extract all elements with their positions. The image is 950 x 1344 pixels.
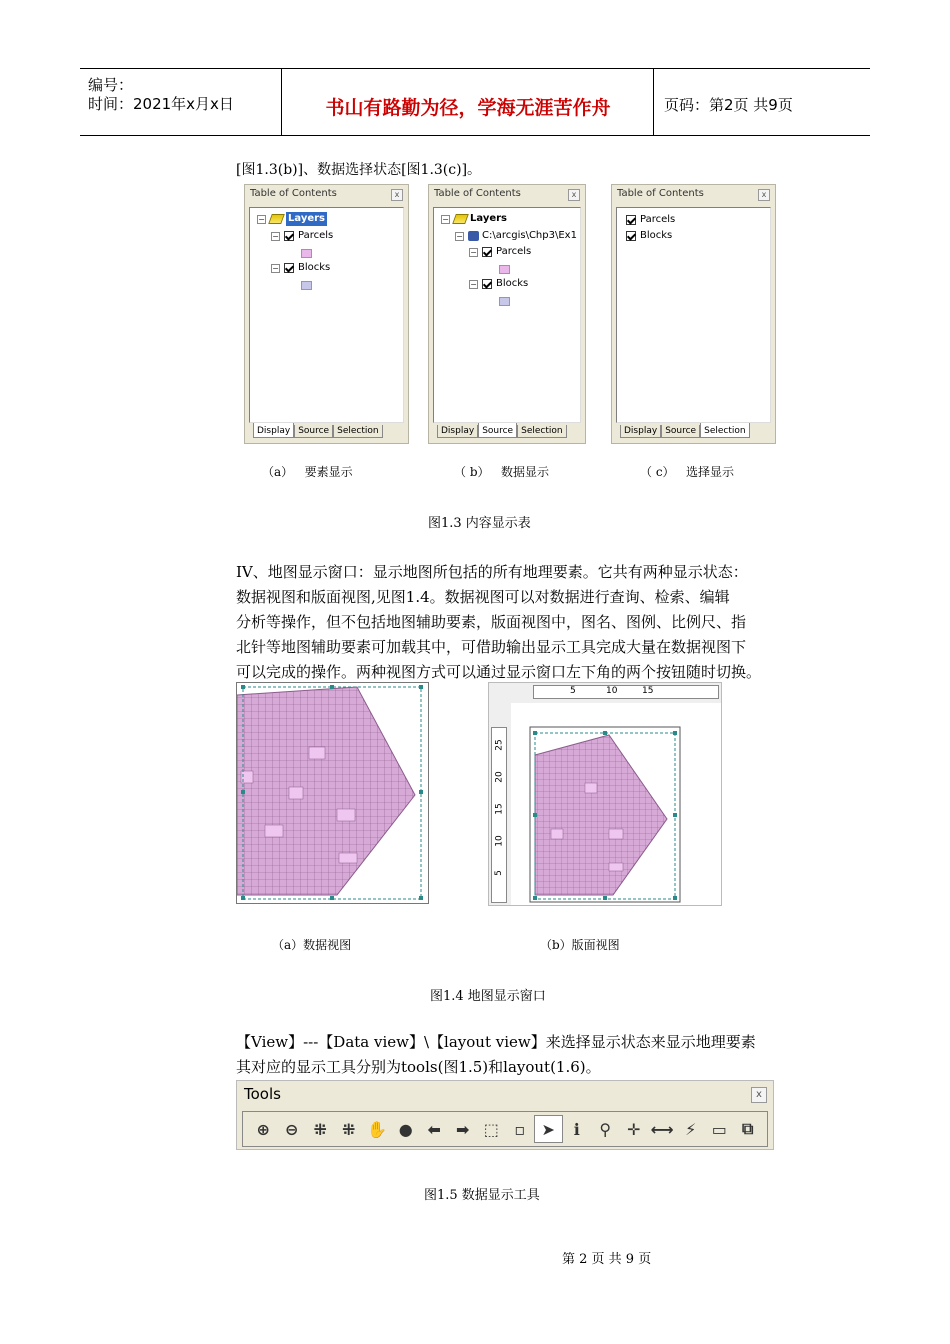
collapse-icon[interactable]: − (272, 231, 279, 241)
layout-view-map-graphic (489, 683, 722, 906)
tab-selection[interactable]: Selection (333, 425, 382, 438)
tab-selection[interactable]: Selection (700, 423, 749, 438)
clear-selection-icon[interactable]: ▫ (514, 1119, 526, 1139)
paragraph-iv-line-2: 数据视图和版面视图,见图1.4。数据视图可以对数据进行查询、检索、编辑 (236, 588, 730, 606)
header-info-cell (80, 69, 282, 135)
database-icon (468, 231, 479, 241)
paragraph-iv-line-5: 可以完成的操作。两种视图方式可以通过显示窗口左下角的两个按钮随时切换。 (236, 663, 762, 681)
layers-icon (452, 214, 469, 224)
parcel-swatch (499, 265, 510, 274)
collapse-icon[interactable]: − (258, 214, 265, 224)
caption-a: （a） 要素显示 (262, 465, 353, 479)
go-to-xy-icon[interactable]: ✛ (627, 1119, 641, 1139)
identify-icon[interactable]: ℹ (573, 1119, 580, 1139)
tab-display[interactable]: Display (253, 423, 294, 438)
layout-view-map[interactable] (488, 682, 722, 906)
tree-item-blocks[interactable]: − Blocks (272, 262, 331, 273)
tree-item-folder[interactable]: − C:\arcgis\Chp3\Ex1 (456, 230, 577, 241)
create-viewer-icon[interactable]: ⧉ (742, 1119, 754, 1138)
checkbox-icon[interactable] (626, 231, 636, 241)
select-elements-icon[interactable]: ➤ (534, 1115, 563, 1143)
time-label: 时间：2021年x月x日 (88, 95, 234, 113)
paragraph-iv-line-1: IV、地图显示窗口：显示地图所包括的所有地理要素。它共有两种显示状态： (236, 563, 748, 581)
tree-item-parcels[interactable]: − Parcels (470, 246, 532, 257)
select-features-icon[interactable]: ⬚ (483, 1119, 499, 1139)
forward-extent-icon[interactable]: ➡ (456, 1119, 470, 1139)
close-icon[interactable]: x (391, 189, 403, 201)
number-label: 编号： (88, 76, 134, 94)
fixed-zoom-in-icon[interactable]: ⁜ (313, 1119, 327, 1139)
horizontal-ruler: 5 10 15 (533, 685, 719, 699)
page-info: 页码：第2页 共9页 (664, 96, 793, 114)
figure-1-3-caption: 图1.3 内容显示表 (428, 516, 531, 531)
back-extent-icon[interactable]: ⬅ (427, 1119, 441, 1139)
toc-tabs (437, 425, 567, 438)
tree-item-layers[interactable]: − Layers (258, 213, 325, 224)
toc-panel-a (244, 184, 409, 444)
map-caption-a: （a）数据视图 (272, 938, 352, 952)
close-icon[interactable]: x (758, 189, 770, 201)
checkbox-icon[interactable] (482, 279, 492, 289)
tab-source[interactable]: Source (294, 425, 333, 438)
tools-toolbar (236, 1080, 774, 1150)
checkbox-icon[interactable] (626, 215, 636, 225)
tab-source[interactable]: Source (661, 425, 700, 438)
block-swatch (301, 281, 312, 290)
hyperlink-icon[interactable]: ⚡ (685, 1119, 697, 1139)
page-header (80, 68, 870, 136)
paragraph-iv-line-3: 分析等操作，但不包括地图辅助要素，版面视图中，图名、图例、比例尺、指 (236, 613, 747, 631)
checkbox-icon[interactable] (284, 263, 294, 273)
tab-selection[interactable]: Selection (517, 425, 566, 438)
toc-title: Table of Contents (617, 188, 704, 199)
tab-source[interactable]: Source (478, 423, 517, 438)
collapse-icon[interactable]: − (456, 231, 463, 241)
collapse-icon[interactable]: − (470, 247, 477, 257)
data-view-map[interactable] (236, 682, 429, 904)
tab-display[interactable]: Display (437, 425, 478, 438)
vertical-ruler: 25 20 15 10 5 (491, 727, 507, 903)
figure-1-4-caption: 图1.4 地图显示窗口 (430, 989, 546, 1004)
toolbar-buttons (242, 1111, 768, 1147)
collapse-icon[interactable]: − (470, 279, 477, 289)
caption-b: （ b） 数据显示 (454, 465, 549, 479)
header-motto-cell (282, 69, 654, 135)
tree-item-parcels[interactable]: − Parcels (272, 230, 334, 241)
toc-tabs (253, 425, 383, 438)
toc-panel-c (611, 184, 776, 444)
parcel-swatch (301, 249, 312, 258)
collapse-icon[interactable]: − (272, 263, 279, 273)
checkbox-icon[interactable] (482, 247, 492, 257)
paragraph-view-line-1: 【View】---【Data view】\【layout view】来选择显示状态来显示地理要素 (236, 1033, 756, 1051)
map-caption-b: （b）版面视图 (540, 938, 620, 952)
toc-title: Table of Contents (434, 188, 521, 199)
motto: 书山有路勤为径，学海无涯苦作舟 (325, 97, 611, 119)
html-popup-icon[interactable]: ▭ (711, 1119, 727, 1139)
zoom-in-icon[interactable]: ⊕ (256, 1119, 270, 1139)
figure-1-5-caption: 图1.5 数据显示工具 (424, 1188, 540, 1203)
data-view-map-graphic (237, 683, 429, 904)
find-icon[interactable]: ⚲ (599, 1119, 612, 1139)
checkbox-icon[interactable] (284, 231, 294, 241)
paragraph-view-line-2: 其对应的显示工具分别为tools(图1.5)和layout(1.6)。 (236, 1058, 601, 1076)
intro-line: [图1.3(b)]、数据选择状态[图1.3(c)]。 (236, 162, 482, 178)
tree-item-parcels[interactable]: Parcels (626, 213, 675, 227)
close-icon[interactable]: x (751, 1087, 767, 1103)
toolbar-title: Tools (244, 1085, 281, 1103)
tree-item-blocks[interactable]: − Blocks (470, 278, 529, 289)
toc-tabs (620, 425, 750, 438)
pan-icon[interactable]: ✋ (367, 1119, 388, 1139)
zoom-out-icon[interactable]: ⊖ (285, 1119, 299, 1139)
collapse-icon[interactable]: − (442, 214, 449, 224)
tree-item-layers[interactable]: − Layers (442, 213, 507, 224)
tab-display[interactable]: Display (620, 425, 661, 438)
toc-title: Table of Contents (250, 188, 337, 199)
block-swatch (499, 297, 510, 306)
toc-panel-b (428, 184, 586, 444)
paragraph-iv-line-4: 北针等地图辅助要素可加载其中，可借助输出显示工具完成大量在数据视图下 (236, 638, 747, 656)
tree-item-blocks[interactable]: Blocks (626, 229, 672, 243)
caption-c: （ c） 选择显示 (640, 465, 735, 479)
full-extent-icon[interactable]: ● (398, 1119, 413, 1139)
close-icon[interactable]: x (568, 189, 580, 201)
measure-icon[interactable]: ⟷ (650, 1119, 674, 1139)
page-footer: 第 2 页 共 9 页 (562, 1252, 652, 1267)
layers-icon (268, 214, 285, 224)
fixed-zoom-out-icon[interactable]: ⁜ (342, 1119, 356, 1139)
